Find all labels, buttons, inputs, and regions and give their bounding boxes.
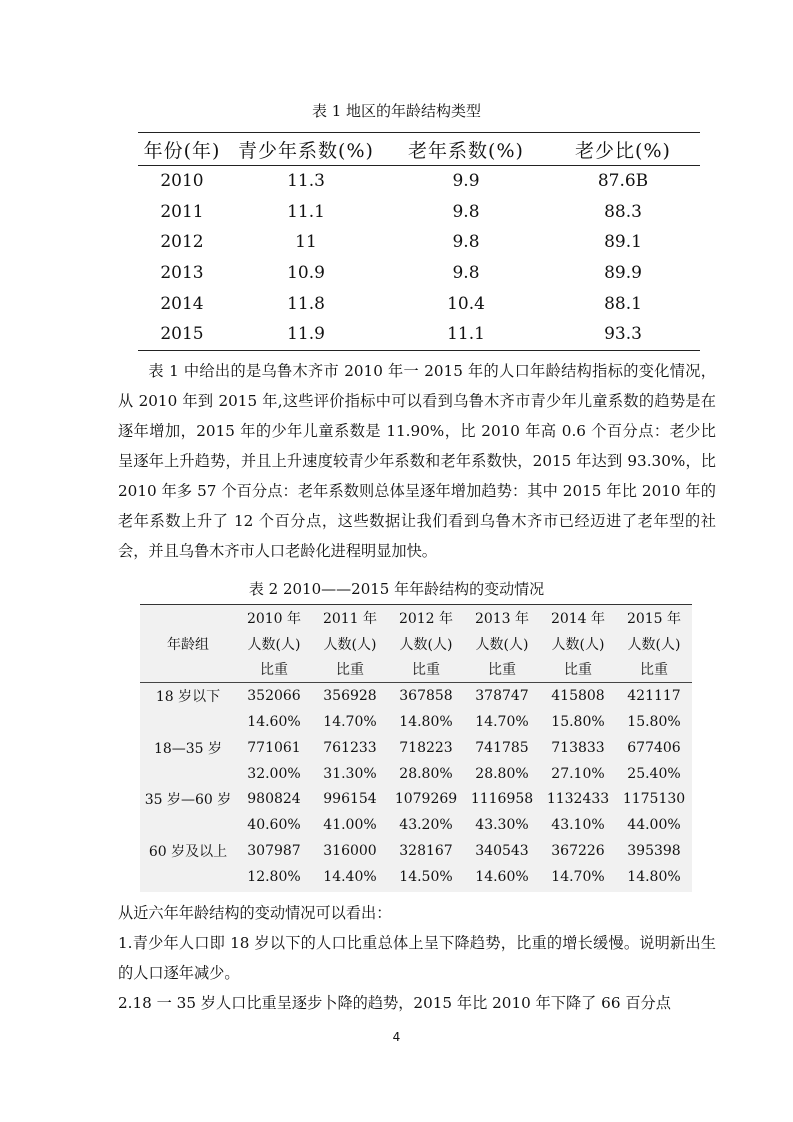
- table2-share-cell: 28.80%: [475, 765, 529, 782]
- table1-cell: 87.6B: [597, 171, 649, 192]
- table2-count-cell: 395398: [627, 843, 681, 860]
- table1-cell: 10.4: [447, 293, 485, 314]
- table2-share-cell: 15.80%: [627, 714, 681, 731]
- table-row: [140, 735, 692, 761]
- table-row: [140, 787, 692, 813]
- table2-share-label: 比重: [388, 657, 464, 683]
- table2-share-label: 比重: [236, 657, 312, 683]
- table2-group-name: 18 岁以下: [155, 689, 221, 706]
- table2-year-cell: 2013 年: [464, 605, 540, 631]
- table2-count-label: 人数(人): [399, 636, 453, 653]
- table2-count-cell: 328167: [399, 843, 453, 860]
- table-row: [140, 812, 692, 838]
- table2-count-cell: 367858: [399, 688, 453, 705]
- table2-share-cell: 41.00%: [323, 817, 377, 834]
- table2-group-name: 35 岁—60 岁: [144, 792, 232, 809]
- table2-count-cell: 1116958: [470, 791, 534, 808]
- table2-share-label: 比重: [540, 657, 616, 683]
- table1-cell: 89.9: [604, 263, 642, 284]
- table1-cell: 89.1: [604, 232, 642, 253]
- table2-share-label: 比重: [312, 657, 388, 683]
- body-paragraph: 2.18 一 35 岁人口比重呈逐步卜降的趋势，2015 年比 2010 年下降了 66 百分点: [118, 994, 671, 1012]
- table1-header-cell: 年份(年): [138, 133, 226, 166]
- table2-share-cell: 40.60%: [247, 817, 301, 834]
- table2-share-cell: 12.80%: [247, 868, 301, 885]
- table2-share-cell: 14.70%: [551, 868, 605, 885]
- table1-caption: 表 1 地区的年龄结构类型: [311, 102, 482, 120]
- table-row: [138, 319, 700, 350]
- table2-group-name: 18—35 岁: [153, 740, 223, 757]
- table2-count-cell: 1132433: [546, 791, 610, 808]
- table2-year-cell: 2012 年: [388, 605, 464, 631]
- table1-cell: 88.3: [604, 201, 642, 222]
- table2-share-cell: 14.80%: [627, 868, 681, 885]
- table2-share-cell: 28.80%: [399, 765, 453, 782]
- table1-header-row: [138, 133, 700, 166]
- table1: [138, 132, 700, 351]
- table2-year-cell: 2015 年: [616, 605, 692, 631]
- table2-group-name: 60 岁及以上: [148, 844, 228, 861]
- table1-cell: 2012: [160, 232, 204, 253]
- table2-share-cell: 14.60%: [475, 868, 529, 885]
- table-row: [138, 258, 700, 289]
- table2-count-cell: 307987: [247, 843, 301, 860]
- table2-count-cell: 316000: [323, 843, 377, 860]
- table2-count-cell: 713833: [551, 739, 605, 756]
- table1-cell: 11.1: [386, 319, 546, 350]
- table2-count-cell: 1079269: [394, 791, 458, 808]
- table2-share-cell: 14.70%: [475, 714, 529, 731]
- table2-share-cell: 43.30%: [475, 817, 529, 834]
- table1-cell: 2011: [160, 201, 204, 222]
- table1-cell: 88.1: [604, 293, 642, 314]
- table2-share-cell: 43.10%: [551, 817, 605, 834]
- table2-count-cell: 741785: [475, 739, 529, 756]
- table2-count-cell: 1175130: [622, 791, 686, 808]
- table2-share-cell: 14.80%: [399, 714, 453, 731]
- table2-count-cell: 352066: [247, 688, 301, 705]
- table1-header-cell: 青少年系数(%): [226, 133, 386, 166]
- table2-count-cell: 415808: [551, 688, 605, 705]
- table1-cell: 9.8: [452, 263, 480, 284]
- table2-count-cell: 356928: [323, 688, 377, 705]
- table1-cell: 11: [295, 232, 317, 253]
- table1-cell: 93.3: [546, 319, 700, 350]
- table2-year-cell: 2011 年: [312, 605, 388, 631]
- table-row: [140, 683, 692, 709]
- table-row: [140, 864, 692, 890]
- table2-count-cell: 771061: [247, 739, 301, 756]
- table2-share-cell: 14.60%: [247, 714, 301, 731]
- table2-share-cell: 14.70%: [323, 714, 377, 731]
- table2: [140, 604, 692, 890]
- table1-cell: 9.9: [452, 171, 480, 192]
- table2-count-cell: 378747: [475, 688, 529, 705]
- table-row: [138, 166, 700, 197]
- table2-share-cell: 15.80%: [551, 714, 605, 731]
- table2-share-cell: 14.50%: [399, 868, 453, 885]
- table2-scan: [140, 604, 692, 892]
- table2-count-label: 人数(人): [551, 636, 605, 653]
- table1-cell: 11.8: [287, 293, 325, 314]
- table2-share-cell: 44.00%: [627, 817, 681, 834]
- table2-share-cell: 27.10%: [551, 765, 605, 782]
- table1-cell: 2014: [160, 293, 204, 314]
- table2-share-cell: 43.20%: [399, 817, 453, 834]
- body-paragraph: 从近六年年龄结构的变动情况可以看出：: [118, 904, 392, 922]
- table2-share-cell: 25.40%: [627, 765, 681, 782]
- page-number: 4: [392, 1030, 401, 1044]
- table2-group-header: 年龄组: [167, 636, 209, 653]
- table1-cell: 2013: [160, 263, 204, 284]
- table2-year-cell: 2010 年: [236, 605, 312, 631]
- table1-cell: 11.3: [287, 171, 325, 192]
- table2-share-cell: 14.40%: [323, 868, 377, 885]
- table2-share-cell: 31.30%: [323, 765, 377, 782]
- table2-count-label: 人数(人): [475, 636, 529, 653]
- table2-count-label-row: [140, 631, 692, 657]
- body-paragraph: 1.青少年人口即 18 岁以下的人口比重总体上呈下降趋势，比重的增长缓慢。说明新出生的人口逐年减少。: [118, 934, 716, 982]
- table2-count-label: 人数(人): [323, 636, 377, 653]
- table-row: [138, 227, 700, 258]
- table-row: [138, 288, 700, 319]
- table2-count-cell: 718223: [399, 739, 453, 756]
- table1-header-cell: 老少比(%): [546, 133, 700, 166]
- table-row: [140, 761, 692, 787]
- table1-cell: 2010: [160, 171, 204, 192]
- table2-count-cell: 996154: [323, 791, 377, 808]
- table2-year-row: [140, 605, 692, 631]
- table2-share-label: 比重: [464, 657, 540, 683]
- table-row: [140, 838, 692, 864]
- table2-count-cell: 367226: [551, 843, 605, 860]
- table2-share-cell: 32.00%: [247, 765, 301, 782]
- table2-count-label: 人数(人): [247, 636, 301, 653]
- table2-count-cell: 340543: [475, 843, 529, 860]
- table1-header-cell: 老年系数(%): [386, 133, 546, 166]
- table2-share-label-row: [140, 657, 692, 683]
- table-row: [138, 197, 700, 228]
- table2-count-cell: 421117: [627, 688, 681, 705]
- table1-cell: 2015: [138, 319, 226, 350]
- table2-count-cell: 761233: [323, 739, 377, 756]
- body-paragraph: 表 1 中给出的是乌鲁木齐市 2010 年一 2015 年的人口年龄结构指标的变化情况，从 2010 年到 2015 年,这些评价指标中可以看到乌鲁木齐市青少年儿童系数的趋势是在逐年增加，2015 年的少年儿童系数是 11.90%，比 2010 年高 0.6 个百分点：老少比呈逐年上升趋势，并且上升速度较青少年系数和老年系数快，2015 年达到 93.30%，比 2010 年多 57 个百分点：老年系数则总体呈逐年增加趋势：其中 2015 年比 2010 年的老年系数上升了 12 个百分点，这些数据让我们看到乌鲁木齐市已经迈进了老年型的社会，并且乌鲁木齐市人口老龄化进程明显加快。: [118, 362, 716, 560]
- table1-cell: 9.8: [452, 201, 480, 222]
- table2-count-cell: 677406: [627, 739, 681, 756]
- table1-cell: 11.9: [226, 319, 386, 350]
- table2-caption: 表 2 2010——2015 年年龄结构的变动情况: [248, 580, 545, 598]
- table1-cell: 9.8: [452, 232, 480, 253]
- table-row: [140, 709, 692, 735]
- table2-year-cell: 2014 年: [540, 605, 616, 631]
- table2-share-label: 比重: [616, 657, 692, 683]
- table1-cell: 11.1: [287, 201, 325, 222]
- table1-cell: 10.9: [287, 263, 325, 284]
- table2-count-label: 人数(人): [627, 636, 681, 653]
- table2-count-cell: 980824: [247, 791, 301, 808]
